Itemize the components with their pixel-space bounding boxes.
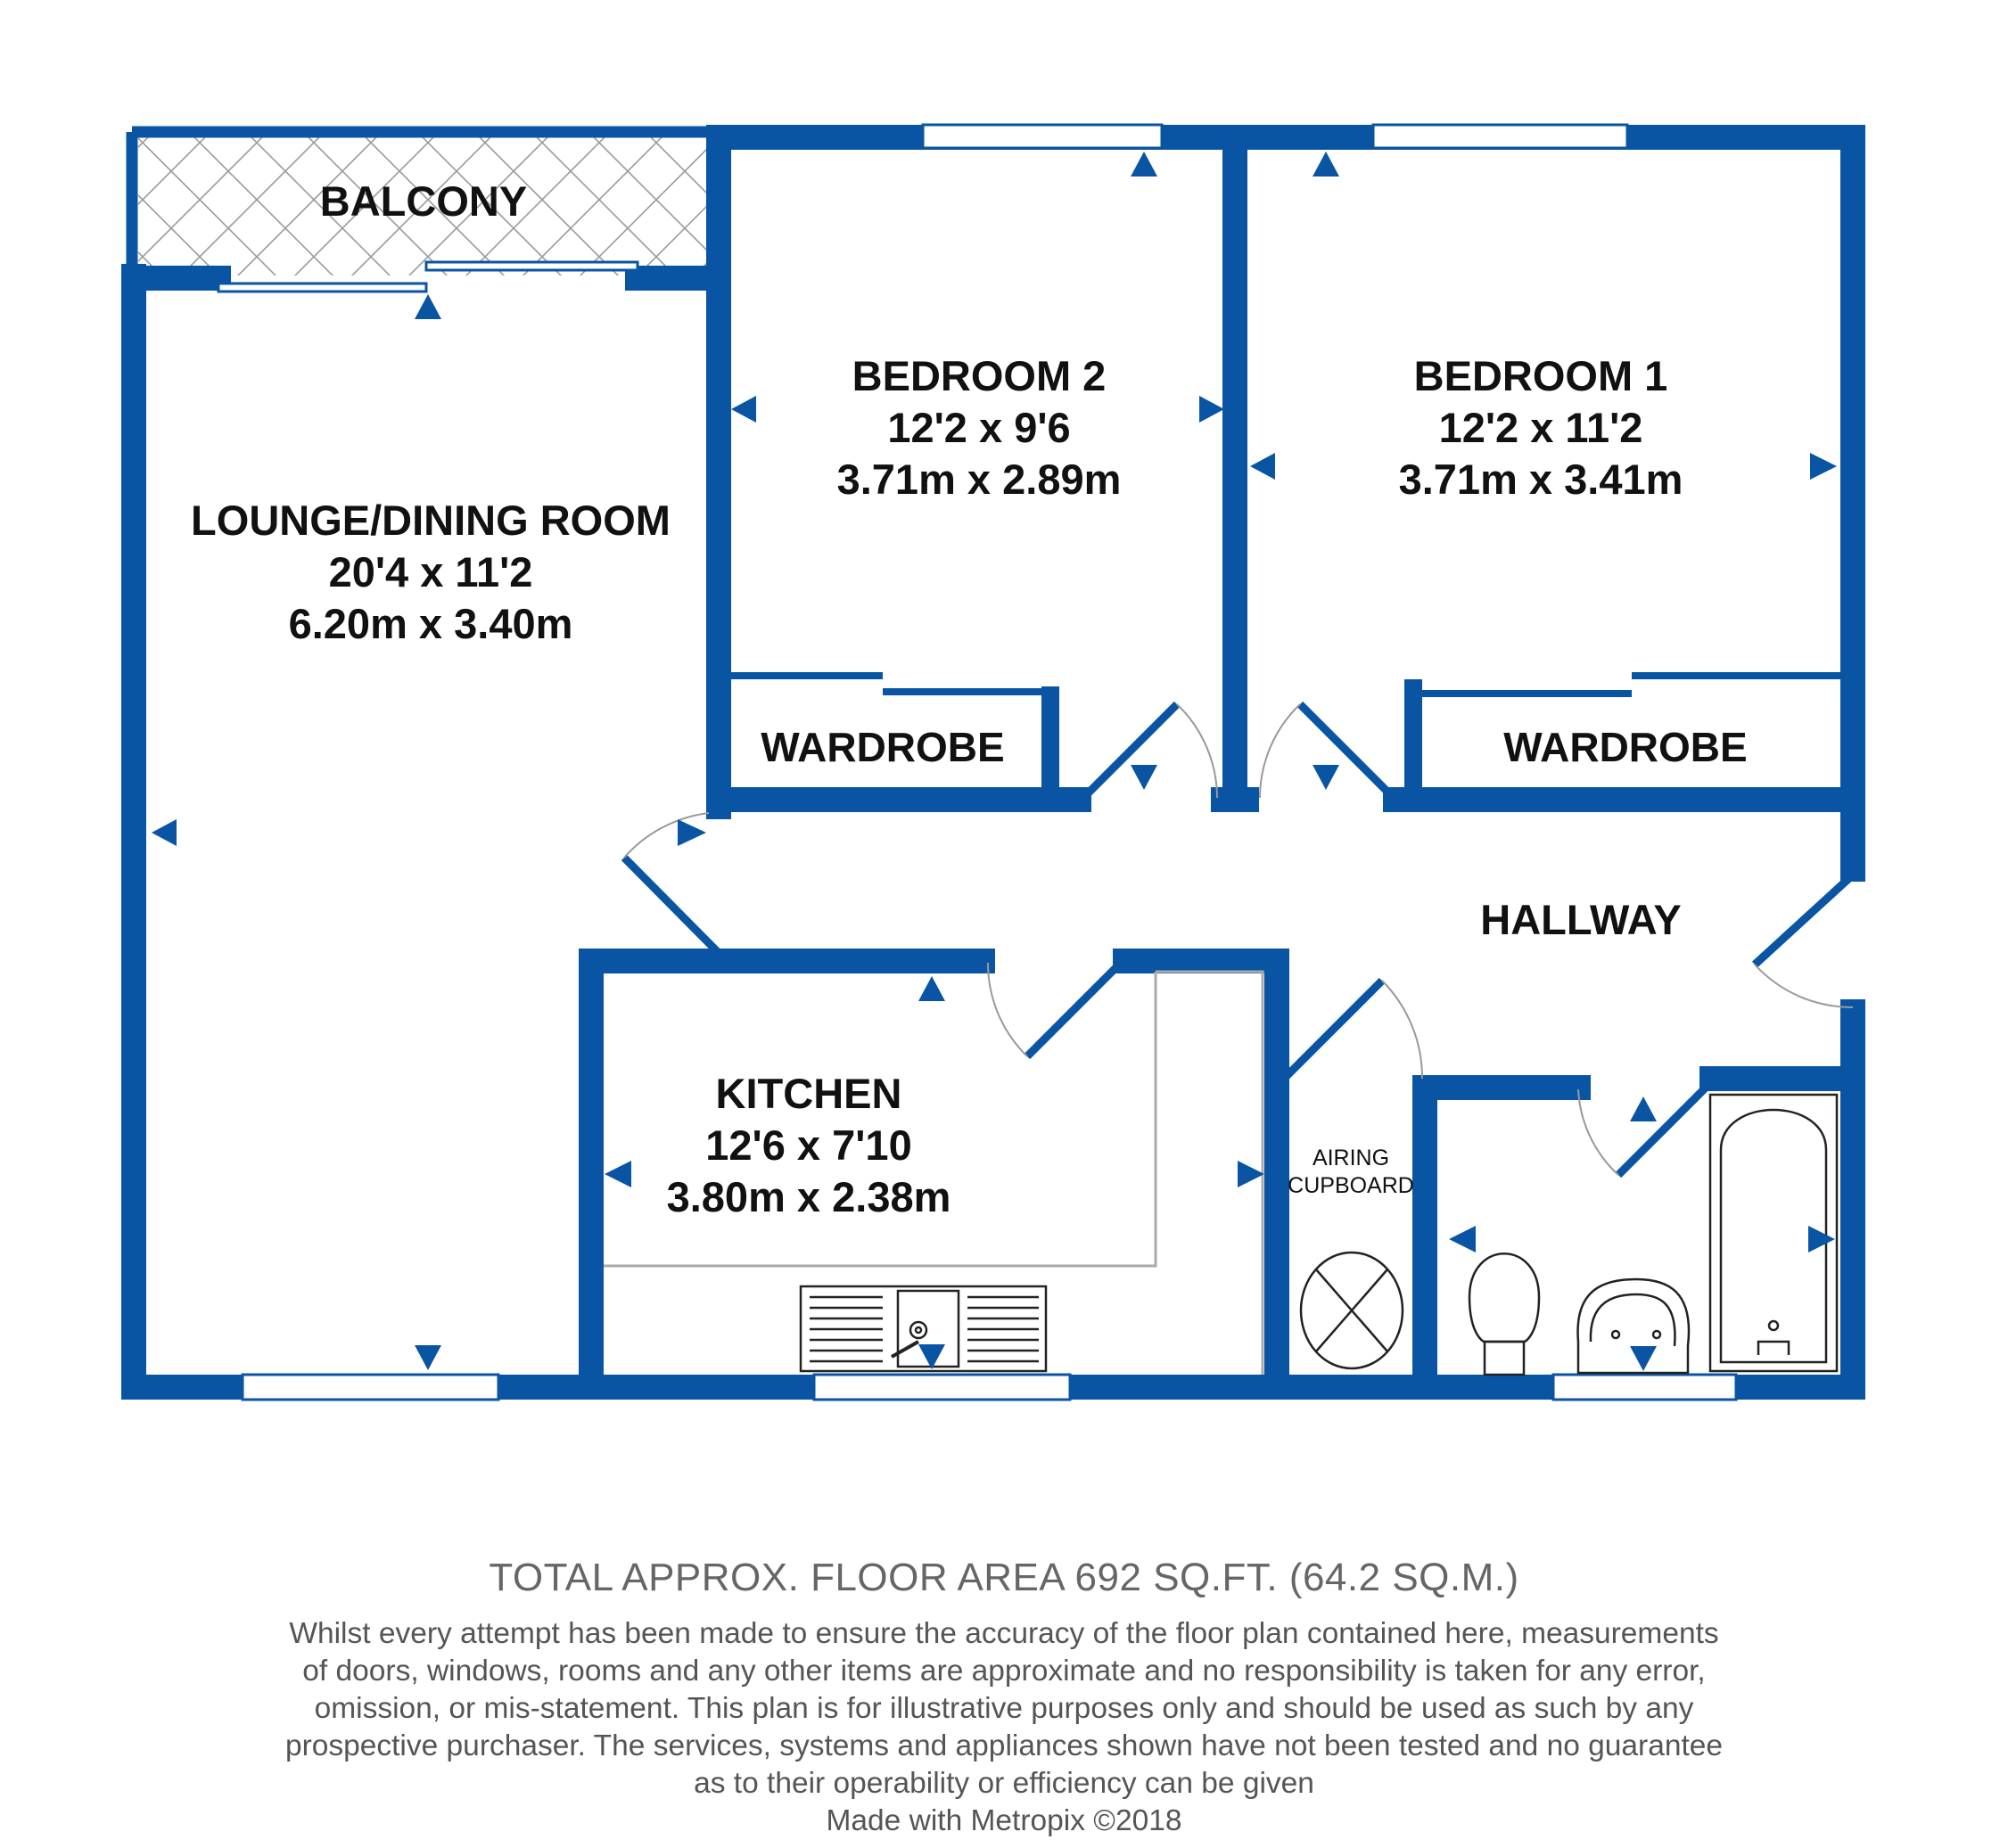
arrow-bed2-down	[1131, 765, 1157, 790]
lounge-imperial: 20'4 x 11'2	[328, 548, 533, 595]
arrow-bed1-right	[1810, 453, 1837, 480]
arrow-bed1-up	[1313, 152, 1339, 177]
wardrobe-right-label: WARDROBE	[1503, 724, 1748, 770]
wardrobe-left-label: WARDROBE	[761, 724, 1005, 770]
disclaimer-line: as to their operability or efficiency can be given	[694, 1767, 1314, 1800]
arrow-bed2-right	[1199, 396, 1224, 423]
window-kitchen	[814, 1375, 1070, 1400]
bedroom1-imperial: 12'2 x 11'2	[1438, 404, 1643, 451]
arrow-bed2-left	[731, 396, 756, 423]
arrow-kitchen-up	[918, 976, 945, 1001]
room-labels	[191, 177, 1748, 1220]
kitchen-name: KITCHEN	[715, 1070, 902, 1117]
window-bathroom	[1553, 1375, 1736, 1400]
arrow-bath-up	[1630, 1096, 1657, 1121]
lounge-metric: 6.20m x 3.40m	[288, 600, 573, 647]
arrow-bed2-up	[1131, 152, 1157, 177]
arrow-lounge-down	[415, 1345, 441, 1370]
arrow-kitchen-right	[1238, 1161, 1264, 1187]
door-lounge	[624, 813, 718, 952]
arrow-bath-down	[1630, 1346, 1657, 1371]
arrow-bath-left	[1449, 1226, 1476, 1253]
disclaimer	[0, 1615, 2008, 1803]
arrow-bed1-left	[1250, 453, 1275, 480]
lounge-name: LOUNGE/DINING ROOM	[191, 497, 671, 544]
window-bedroom1	[1373, 125, 1627, 148]
disclaimer-line: prospective purchaser. The services, systems and appliances shown have not been tested and no guarantee	[284, 1729, 1724, 1762]
total-floor-area: TOTAL APPROX. FLOOR AREA 692 SQ.FT. (64.2 SQ.M.)	[489, 1556, 1519, 1599]
water-cylinder	[1301, 1253, 1403, 1368]
fixtures	[801, 1095, 1837, 1375]
kitchen-metric: 3.80m x 2.38m	[666, 1173, 951, 1220]
door-airing-cupboard	[1284, 981, 1422, 1079]
door-entrance	[1755, 878, 1853, 1007]
arrow-bed1-down	[1313, 765, 1339, 790]
kitchen-imperial: 12'6 x 7'10	[705, 1121, 912, 1169]
balcony-door-right	[426, 262, 638, 270]
arrow-bath-right	[1808, 1226, 1835, 1253]
bedroom1-name: BEDROOM 1	[1413, 352, 1668, 399]
balcony-label: BALCONY	[319, 177, 528, 225]
airing-cupboard-line1: AIRING	[1312, 1146, 1390, 1170]
disclaimer-line: of doors, windows, rooms and any other items are approximate and no responsibility is taken for any error,	[302, 1655, 1706, 1688]
arrow-kitchen-left	[605, 1161, 631, 1187]
arrow-lounge-left	[152, 819, 177, 846]
wash-basin	[1578, 1279, 1690, 1373]
window-lounge	[243, 1375, 498, 1400]
bedroom2-metric: 3.71m x 2.89m	[836, 456, 1122, 503]
hallway-label: HALLWAY	[1480, 896, 1682, 943]
wardrobe-partitions	[604, 676, 1840, 1375]
balcony-door-left	[218, 283, 426, 292]
arrow-lounge-right	[678, 819, 706, 846]
bedroom1-metric: 3.71m x 3.41m	[1398, 456, 1683, 503]
toilet	[1469, 1253, 1539, 1375]
window-bedroom2	[923, 125, 1162, 148]
disclaimer-line: omission, or mis-statement. This plan is for illustrative purposes only and should be used as such by any	[314, 1692, 1694, 1725]
sink-drainer	[801, 1286, 1046, 1371]
door-bedroom2	[1086, 704, 1217, 798]
arrow-balcony-up	[415, 294, 441, 319]
bedroom2-imperial: 12'2 x 9'6	[887, 404, 1071, 451]
airing-cupboard-line2: CUPBOARD	[1288, 1173, 1414, 1198]
bedroom2-name: BEDROOM 2	[852, 352, 1107, 399]
disclaimer-line: Whilst every attempt has been made to ensure the accuracy of the floor plan contained here, measurements	[289, 1617, 1719, 1650]
door-kitchen	[988, 963, 1119, 1056]
credit: Made with Metropix ©2018	[826, 1804, 1182, 1837]
